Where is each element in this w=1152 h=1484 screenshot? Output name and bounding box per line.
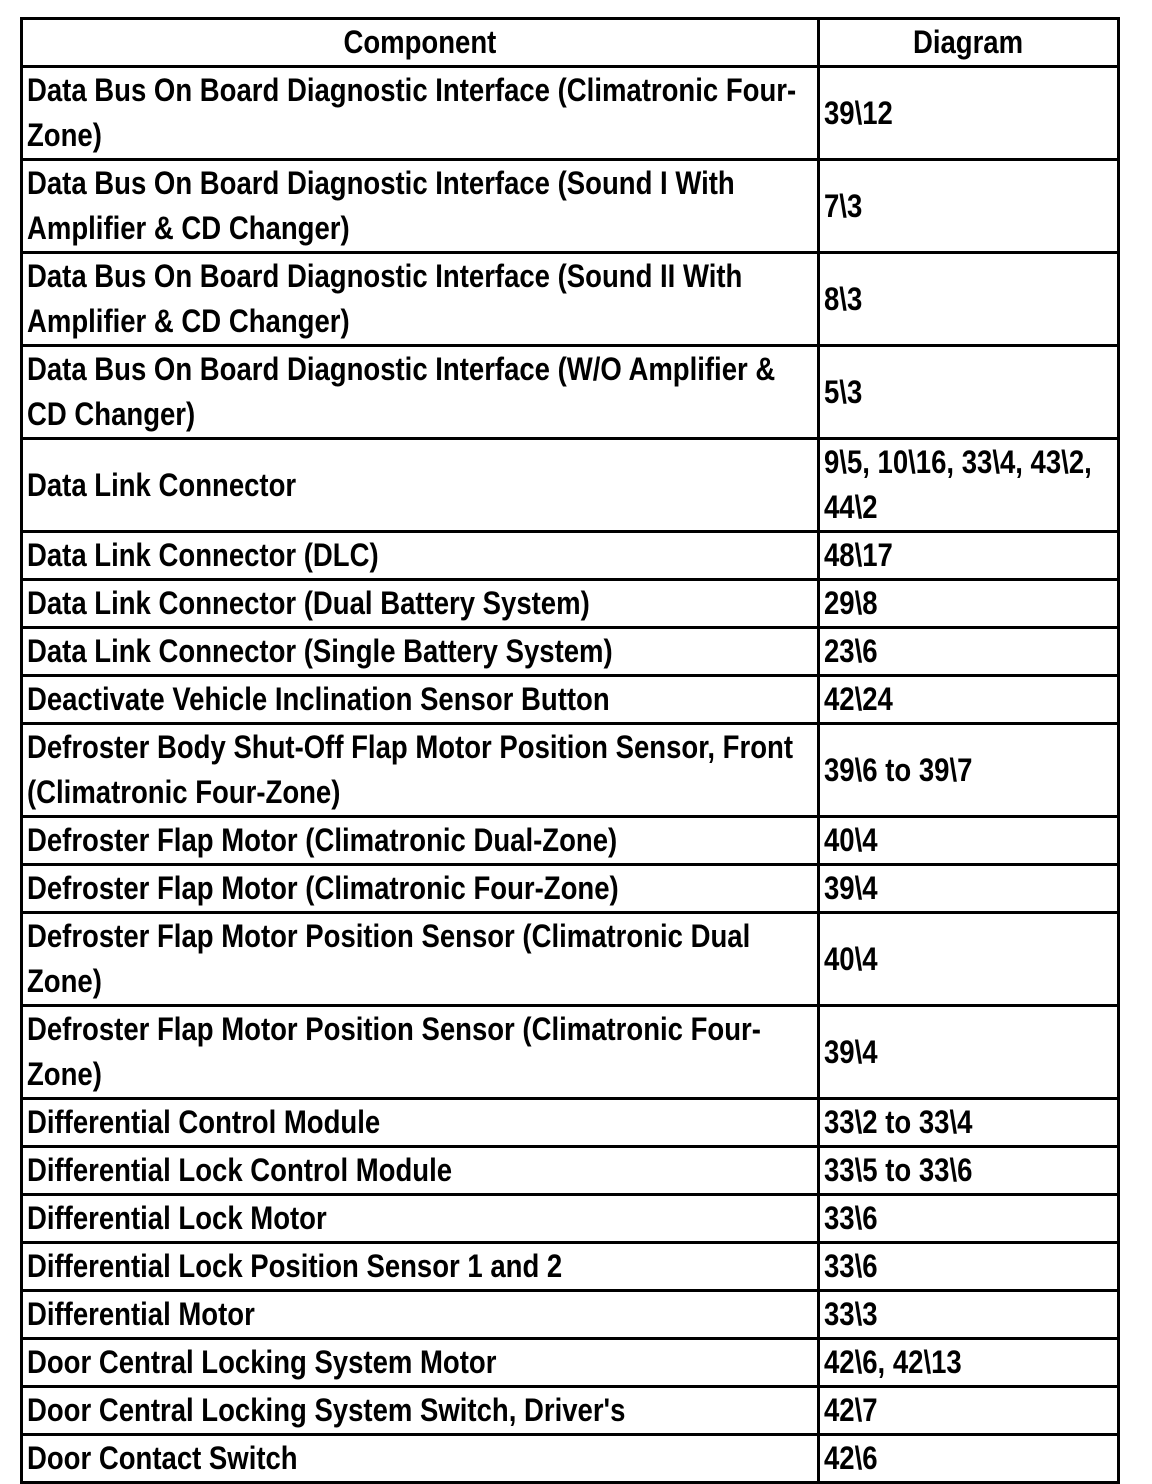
- table-row: [22, 1291, 1119, 1339]
- diagram-cell: 7\3: [819, 160, 1119, 253]
- diagram-cell: 9\5, 10\16, 33\4, 43\2, 44\2: [819, 439, 1119, 532]
- component-cell: Defroster Flap Motor Position Sensor (Climatronic Dual Zone): [22, 913, 819, 1006]
- table-row: [22, 160, 1119, 253]
- component-cell: Data Link Connector (DLC): [22, 532, 819, 580]
- diagram-cell: 33\6: [819, 1243, 1119, 1291]
- table-row: [22, 439, 1119, 532]
- component-cell: Defroster Flap Motor Position Sensor (Climatronic Four-Zone): [22, 1006, 819, 1099]
- component-cell: Data Bus On Board Diagnostic Interface (W/O Amplifier & CD Changer): [22, 346, 819, 439]
- diagram-cell: 40\4: [819, 913, 1119, 1006]
- diagram-cell: 42\6, 42\13: [819, 1339, 1119, 1387]
- diagram-cell: 8\3: [819, 253, 1119, 346]
- diagram-cell: 48\17: [819, 532, 1119, 580]
- diagram-cell: 42\24: [819, 676, 1119, 724]
- table-row: [22, 1099, 1119, 1147]
- component-cell: Data Link Connector (Single Battery System): [22, 628, 819, 676]
- component-cell: Door Central Locking System Switch, Driver's: [22, 1387, 819, 1435]
- column-header-diagram: Diagram: [819, 19, 1119, 67]
- table-row: [22, 865, 1119, 913]
- component-diagram-table: [20, 17, 1120, 1484]
- component-cell: Differential Motor: [22, 1291, 819, 1339]
- table-row: [22, 676, 1119, 724]
- table-row: [22, 532, 1119, 580]
- diagram-cell: 42\7: [819, 1387, 1119, 1435]
- table-row: [22, 628, 1119, 676]
- table-row: [22, 67, 1119, 160]
- diagram-cell: 33\3: [819, 1291, 1119, 1339]
- component-cell: Differential Lock Motor: [22, 1195, 819, 1243]
- table-row: [22, 253, 1119, 346]
- component-cell: Door Central Locking System Motor: [22, 1339, 819, 1387]
- diagram-cell: 33\2 to 33\4: [819, 1099, 1119, 1147]
- component-cell: Data Bus On Board Diagnostic Interface (Sound II With Amplifier & CD Changer): [22, 253, 819, 346]
- component-cell: Deactivate Vehicle Inclination Sensor Button: [22, 676, 819, 724]
- component-cell: Data Link Connector: [22, 439, 819, 532]
- diagram-cell: 40\4: [819, 817, 1119, 865]
- table-row: [22, 1147, 1119, 1195]
- table-row: [22, 817, 1119, 865]
- table-row: [22, 1195, 1119, 1243]
- table-row: [22, 1243, 1119, 1291]
- diagram-cell: 23\6: [819, 628, 1119, 676]
- table-row: [22, 346, 1119, 439]
- column-header-component: Component: [22, 19, 819, 67]
- component-cell: Data Bus On Board Diagnostic Interface (Climatronic Four-Zone): [22, 67, 819, 160]
- diagram-cell: 42\6: [819, 1435, 1119, 1483]
- component-cell: Defroster Body Shut-Off Flap Motor Position Sensor, Front (Climatronic Four-Zone): [22, 724, 819, 817]
- table-row: [22, 724, 1119, 817]
- table-row: [22, 1387, 1119, 1435]
- diagram-cell: 33\6: [819, 1195, 1119, 1243]
- component-cell: Data Link Connector (Dual Battery System): [22, 580, 819, 628]
- table-row: [22, 1435, 1119, 1483]
- component-cell: Defroster Flap Motor (Climatronic Dual-Zone): [22, 817, 819, 865]
- component-cell: Differential Lock Control Module: [22, 1147, 819, 1195]
- table-header-row: [22, 19, 1119, 67]
- component-cell: Door Contact Switch: [22, 1435, 819, 1483]
- diagram-cell: 39\4: [819, 1006, 1119, 1099]
- diagram-cell: 39\12: [819, 67, 1119, 160]
- component-cell: Differential Control Module: [22, 1099, 819, 1147]
- table-row: [22, 580, 1119, 628]
- component-cell: Differential Lock Position Sensor 1 and 2: [22, 1243, 819, 1291]
- diagram-cell: 33\5 to 33\6: [819, 1147, 1119, 1195]
- diagram-cell: 39\4: [819, 865, 1119, 913]
- component-cell: Defroster Flap Motor (Climatronic Four-Zone): [22, 865, 819, 913]
- diagram-cell: 39\6 to 39\7: [819, 724, 1119, 817]
- table-row: [22, 913, 1119, 1006]
- diagram-cell: 5\3: [819, 346, 1119, 439]
- table-row: [22, 1339, 1119, 1387]
- component-cell: Data Bus On Board Diagnostic Interface (Sound I With Amplifier & CD Changer): [22, 160, 819, 253]
- diagram-cell: 29\8: [819, 580, 1119, 628]
- table-row: [22, 1006, 1119, 1099]
